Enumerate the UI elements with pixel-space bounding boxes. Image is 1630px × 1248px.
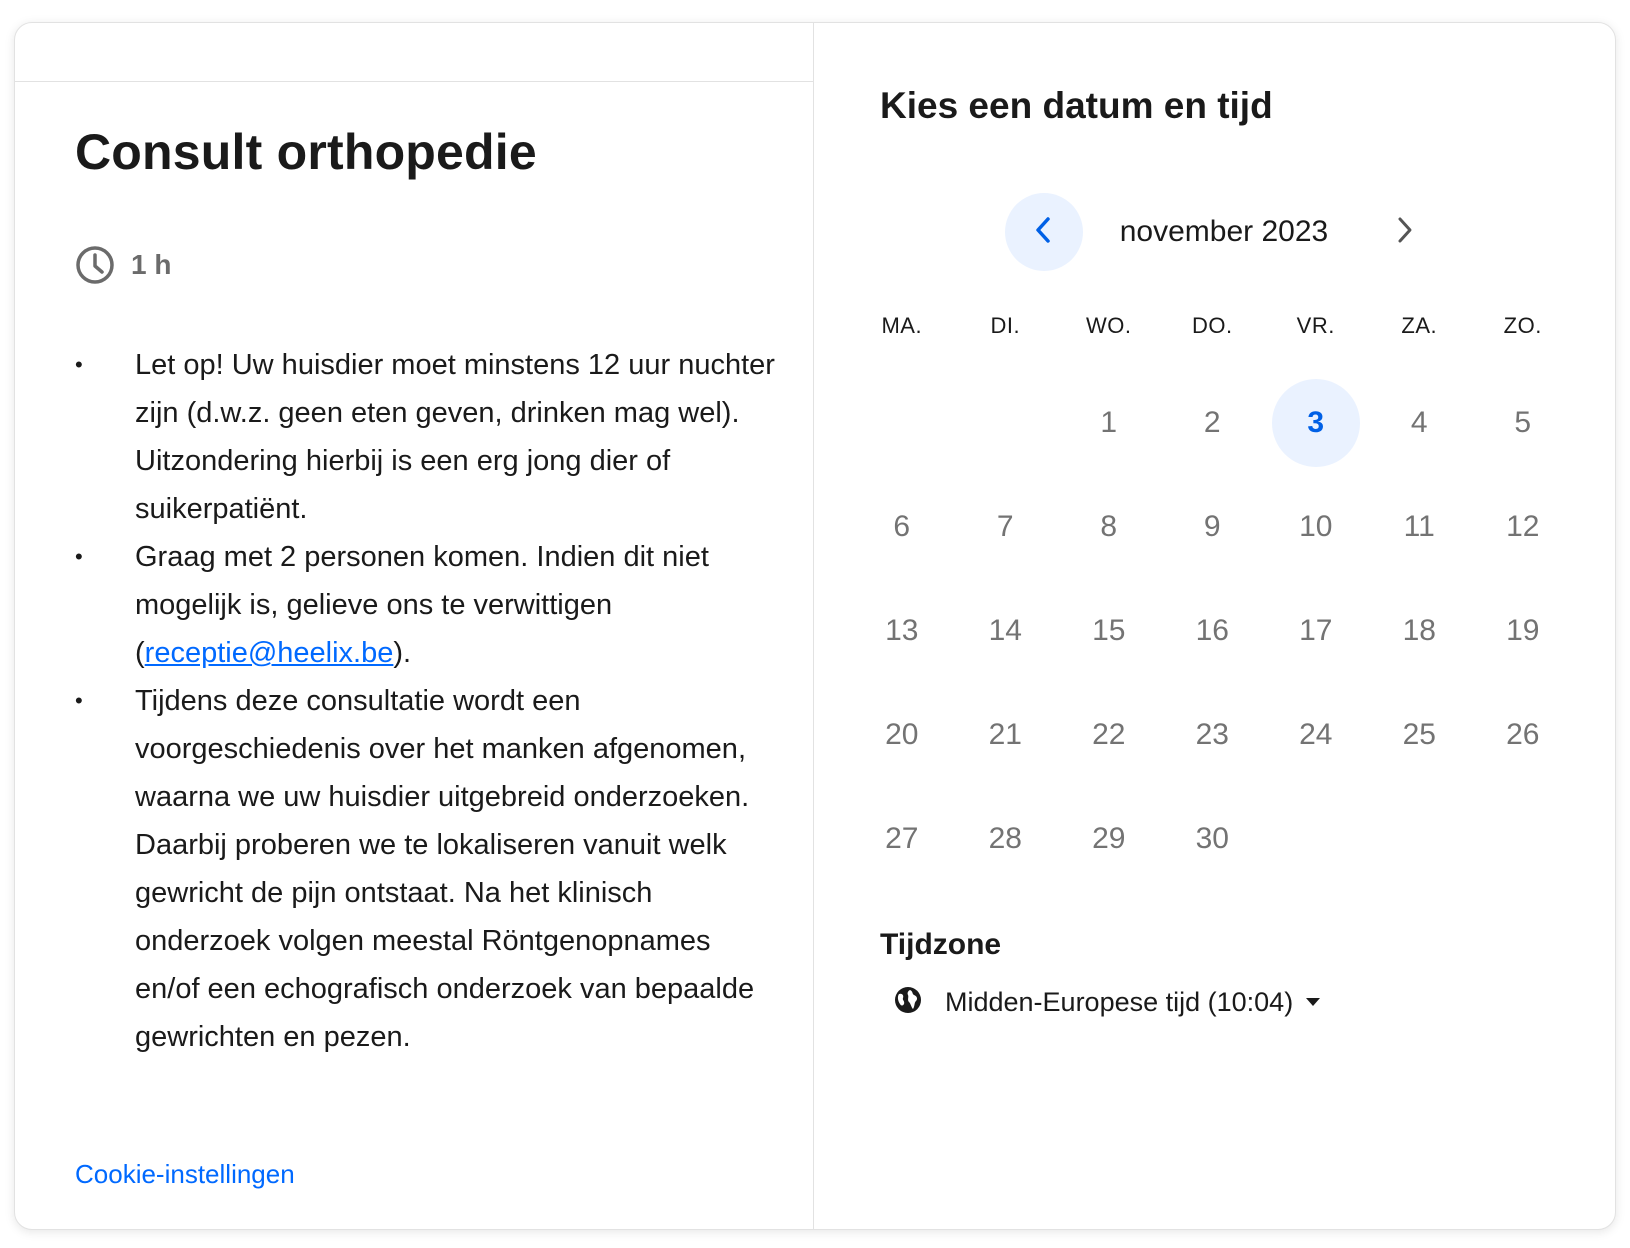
weekday-label: DI. [990,313,1021,338]
day-cell [1368,371,1472,475]
unavailable-day: 5 [1514,406,1532,439]
day-cell [1368,683,1472,787]
weekday-header [850,313,1575,353]
weekday-label: DO. [1191,313,1233,338]
day-cell [1057,683,1161,787]
previous-month-button[interactable] [1005,193,1083,271]
description-item [75,677,775,1061]
description-text: Tijdens deze consultatie wordt een voorgeschiedenis over het manken afgenomen, waarna we uw huisdier uitgebreid onderzoeken. Daarbij proberen we te lokaliseren vanuit welk gewricht de pijn ontstaat. Na het klinisch onderzoek volgen meestal Röntgenopnames en/of een echografisch onderzoek van bepaalde gewrichten en pezen. [135,685,755,1053]
day-cell [850,579,954,683]
day-cell [954,475,1058,579]
unavailable-day: 18 [1402,614,1436,647]
unavailable-day: 26 [1506,718,1540,751]
day-cell [850,787,954,891]
timezone-select[interactable] [893,985,1321,1020]
day-cell [954,683,1058,787]
month-navigation [1005,193,1425,271]
day-cell [1264,579,1368,683]
unavailable-day: 2 [1203,406,1221,439]
unavailable-day: 19 [1506,614,1540,647]
weekday-label: ZA. [1401,313,1438,338]
day-cell [1368,579,1472,683]
caret-down-icon [1305,994,1321,1012]
day-cell [1161,683,1265,787]
unavailable-day: 13 [885,614,919,647]
day-cell [1057,475,1161,579]
day-cell [1471,683,1575,787]
timezone-label: Midden-Europese tijd (10:04) [945,987,1294,1017]
bullet: • [75,688,83,713]
description-item [75,533,775,677]
day-cell [1471,579,1575,683]
day-cell [1161,787,1265,891]
unavailable-day: 6 [893,510,911,543]
day-cell [1057,579,1161,683]
unavailable-day: 28 [988,822,1022,855]
empty-day-cell [954,371,1058,475]
unavailable-day: 20 [885,718,919,751]
unavailable-day: 24 [1299,718,1333,751]
email-link[interactable]: receptie@heelix.be [144,637,394,669]
date-picker-panel [815,23,1616,1229]
unavailable-day: 29 [1092,822,1126,855]
picker-heading: Kies een datum en tijd [880,85,1273,126]
chevron-left-icon [1031,215,1057,250]
day-cell [1264,371,1368,475]
event-description [75,341,775,1106]
panel-header-bar [15,23,813,82]
day-cell [954,579,1058,683]
unavailable-day: 25 [1402,718,1436,751]
timezone-heading: Tijdzone [880,928,1002,961]
unavailable-day: 10 [1299,510,1333,543]
unavailable-day: 30 [1195,822,1229,855]
day-cell [1471,371,1575,475]
chevron-right-icon [1391,215,1417,250]
weekday-label: MA. [881,313,923,338]
day-cell [1057,787,1161,891]
day-cell [1368,475,1472,579]
event-title: Consult orthopedie [75,124,537,180]
day-cell [954,787,1058,891]
day-cell [1264,683,1368,787]
day-cell [1161,579,1265,683]
bullet: • [75,544,83,569]
day-cell [1161,475,1265,579]
weekday-label: WO. [1086,313,1132,338]
event-details-panel [15,23,814,1229]
unavailable-day: 22 [1092,718,1126,751]
unavailable-day: 17 [1299,614,1333,647]
unavailable-day: 16 [1195,614,1229,647]
description-text: Graag met 2 personen komen. Indien dit niet mogelijk is, gelieve ons te verwittigen ( [135,541,709,669]
calendar-grid [850,371,1575,891]
available-day-button[interactable]: 3 [1272,379,1360,467]
cookie-settings-link[interactable]: Cookie-instellingen [75,1159,295,1189]
clock-icon [75,245,115,285]
description-item [75,341,775,533]
description-text: ). [393,637,412,669]
event-duration [75,245,171,285]
day-cell [1471,475,1575,579]
unavailable-day: 1 [1100,406,1118,439]
unavailable-day: 8 [1100,510,1118,543]
day-cell [850,475,954,579]
description-text: Let op! Uw huisdier moet minstens 12 uur nuchter zijn (d.w.z. geen eten geven, drinken mag wel). Uitzondering hierbij is een erg jong dier of suikerpatiënt. [135,349,775,525]
unavailable-day: 12 [1506,510,1540,543]
day-cell [1057,371,1161,475]
weekday-label: ZO. [1503,313,1542,338]
booking-card [14,22,1616,1230]
unavailable-day: 9 [1203,510,1221,543]
day-cell [1264,475,1368,579]
globe-icon [893,985,923,1020]
unavailable-day: 23 [1195,718,1229,751]
unavailable-day: 15 [1092,614,1126,647]
unavailable-day: 11 [1403,510,1435,543]
unavailable-day: 4 [1410,406,1428,439]
bullet: • [75,352,83,377]
month-label: november 2023 [1119,215,1329,248]
next-month-button[interactable] [1365,193,1443,271]
unavailable-day: 14 [988,614,1022,647]
day-cell [1161,371,1265,475]
unavailable-day: 27 [885,822,919,855]
day-cell [850,683,954,787]
empty-day-cell [850,371,954,475]
duration-label: 1 h [131,249,172,280]
unavailable-day: 7 [996,510,1014,543]
weekday-label: VR. [1296,313,1335,338]
unavailable-day: 21 [988,718,1022,751]
